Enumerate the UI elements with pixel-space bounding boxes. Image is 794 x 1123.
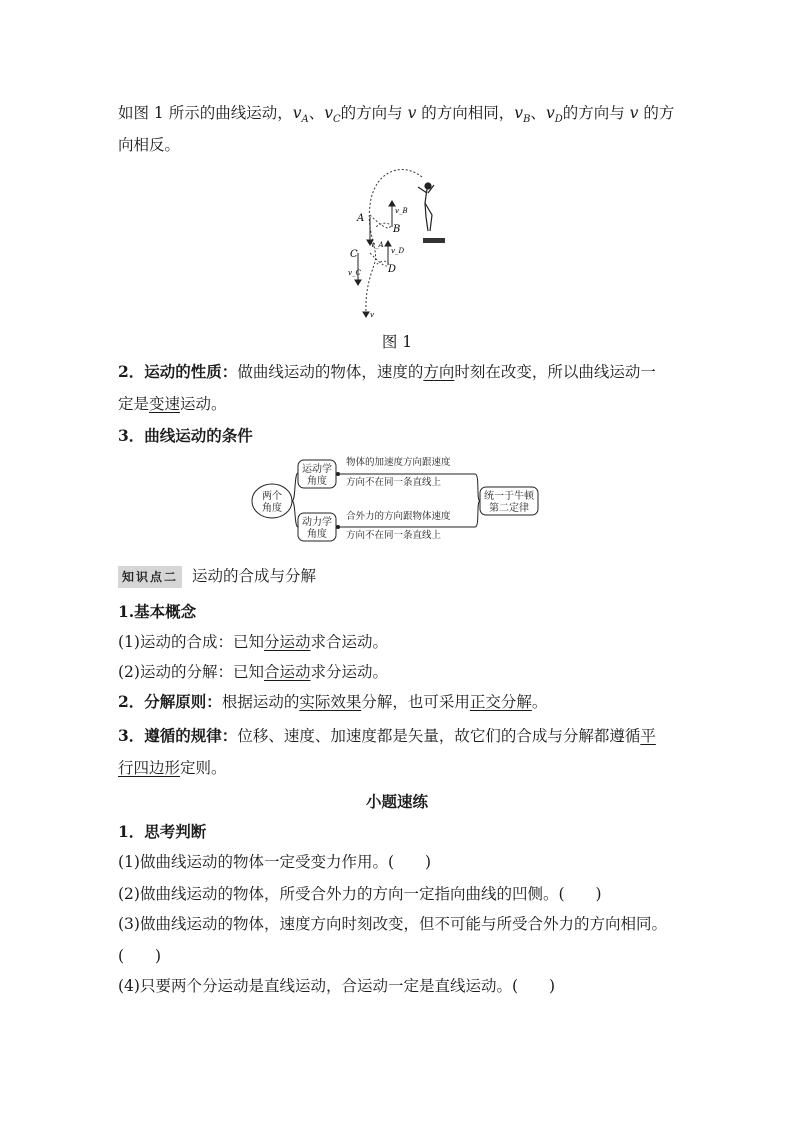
label-d: D [388, 264, 397, 275]
figure-1-diagram [330, 165, 460, 320]
symbol-v: v [545, 104, 555, 122]
subscript-b: B [523, 114, 531, 126]
item-text: (1)运动的合成：已知 [118, 633, 264, 651]
diving-board [423, 238, 445, 243]
item-text: 分解，也可采用 [361, 693, 470, 711]
label-v: v [370, 311, 374, 319]
item-number: 2． [118, 692, 145, 711]
answer-underline: 正交分解 [469, 693, 532, 711]
label-vb: v_B [395, 207, 408, 215]
intro-text: 的方向相同， [416, 104, 515, 122]
intro-line-1 [118, 103, 674, 130]
item-number: 3． [118, 726, 145, 745]
question-3-blank: ( ) [118, 947, 162, 965]
dynamics-label-1: 动力学 [302, 517, 332, 528]
answer-underline: 合运动 [263, 663, 311, 681]
label-a: A [357, 213, 365, 224]
dynamics-text-2: 方向不在同一条直线上 [346, 530, 442, 541]
label-vd: v_D [391, 247, 405, 255]
kinematics-text-1: 物体的加速度方向跟速度 [346, 457, 451, 468]
item-text: (2)运动的分解：已知 [118, 663, 264, 681]
principle-line [118, 692, 547, 712]
label-vc: v_C [348, 269, 361, 277]
section-2-heading [118, 566, 316, 588]
intro-line-2: 向相反。 [118, 136, 181, 154]
item-text: 根据运动的 [221, 693, 300, 711]
condition-mindmap [250, 455, 550, 547]
item-text: 定是 [118, 395, 150, 413]
root-label-2: 角度 [262, 503, 282, 514]
question-1: (1)做曲线运动的物体一定受变力作用。( ) [118, 853, 432, 871]
figure-1-caption: 图 1 [381, 333, 413, 351]
item-text: 时刻在改变，所以曲线运动一 [454, 363, 656, 381]
intro-text: 的方向与 [562, 104, 630, 122]
section-title: 运动的合成与分解 [192, 567, 317, 585]
basic-p1 [118, 632, 388, 652]
intro-text: 的方 [638, 104, 675, 122]
item-text: 求分运动。 [310, 663, 388, 681]
kinematics-label-2: 角度 [307, 476, 327, 487]
answer-underline: 方向 [423, 363, 455, 381]
item-number: 3． [118, 426, 145, 445]
question-3: (3)做曲线运动的物体，速度方向时刻改变，但不可能与所受合外力的方向相同。 [118, 915, 667, 933]
root-label-1: 两个 [262, 491, 282, 502]
intro-text: 如图 1 所示的曲线运动， [118, 104, 293, 122]
answer-underline: 实际效果 [299, 693, 362, 711]
item-text: 做曲线运动的物体，速度的 [237, 363, 424, 381]
item-2-line-2 [118, 394, 227, 414]
diver-icon [418, 183, 434, 231]
practice-heading: 小题速练 [365, 792, 428, 811]
symbol-v: v [514, 104, 524, 122]
item-3-heading [118, 426, 253, 446]
question-2: (2)做曲线运动的物体，所受合外力的方向一定指向曲线的凹侧。( ) [118, 885, 602, 903]
item-2-line-1 [118, 362, 656, 382]
item-text: 求合运动。 [310, 633, 388, 651]
newton-label-1: 统一于牛顿 [484, 491, 534, 502]
symbol-v: v [324, 104, 333, 122]
subscript-a: A [301, 114, 309, 126]
kinematics-label-1: 运动学 [302, 464, 332, 475]
label-va: v_A [371, 241, 384, 249]
label-c: C [350, 249, 358, 260]
rule-line-1 [118, 726, 656, 746]
item-text: 位移、速度、加速度都是矢量，故它们的合成与分解都遵循 [237, 727, 641, 745]
symbol-v: v [407, 104, 417, 122]
item-text: 定则。 [180, 759, 227, 777]
item-title: 运动的性质： [144, 362, 238, 381]
answer-underline: 变速 [149, 395, 181, 413]
item-text: 。 [531, 693, 548, 711]
item-text: 运动。 [180, 395, 227, 413]
question-4: (4)只要两个分运动是直线运动，合运动一定是直线运动。( ) [118, 977, 556, 995]
knowledge-tag: 知识点二 [118, 566, 182, 588]
item-title: 分解原则： [144, 692, 222, 711]
separator: 、 [308, 104, 325, 122]
item-title: 曲线运动的条件 [144, 426, 253, 445]
answer-underline: 行四边形 [118, 759, 181, 777]
answer-underline: 分运动 [263, 633, 311, 651]
label-b: B [393, 224, 401, 235]
separator: 、 [530, 104, 546, 122]
rule-line-2 [118, 758, 227, 778]
practice-subheading: 1．思考判断 [118, 822, 207, 841]
symbol-v: v [292, 104, 302, 122]
dynamics-label-2: 角度 [307, 529, 327, 540]
item-number: 2． [118, 362, 145, 381]
answer-underline: 平 [640, 727, 656, 745]
dynamics-text-1: 合外力的方向跟物体速度 [346, 511, 451, 522]
basic-p2 [118, 662, 388, 682]
intro-text: 的方向与 [340, 104, 408, 122]
subscript-d: D [554, 114, 563, 126]
kinematics-text-2: 方向不在同一条直线上 [346, 477, 442, 488]
basic-concepts-title: 1.基本概念 [118, 602, 197, 621]
newton-label-2: 第二定律 [489, 503, 529, 514]
subscript-c: C [333, 114, 341, 126]
item-title: 遵循的规律： [144, 726, 238, 745]
symbol-v: v [629, 104, 639, 122]
